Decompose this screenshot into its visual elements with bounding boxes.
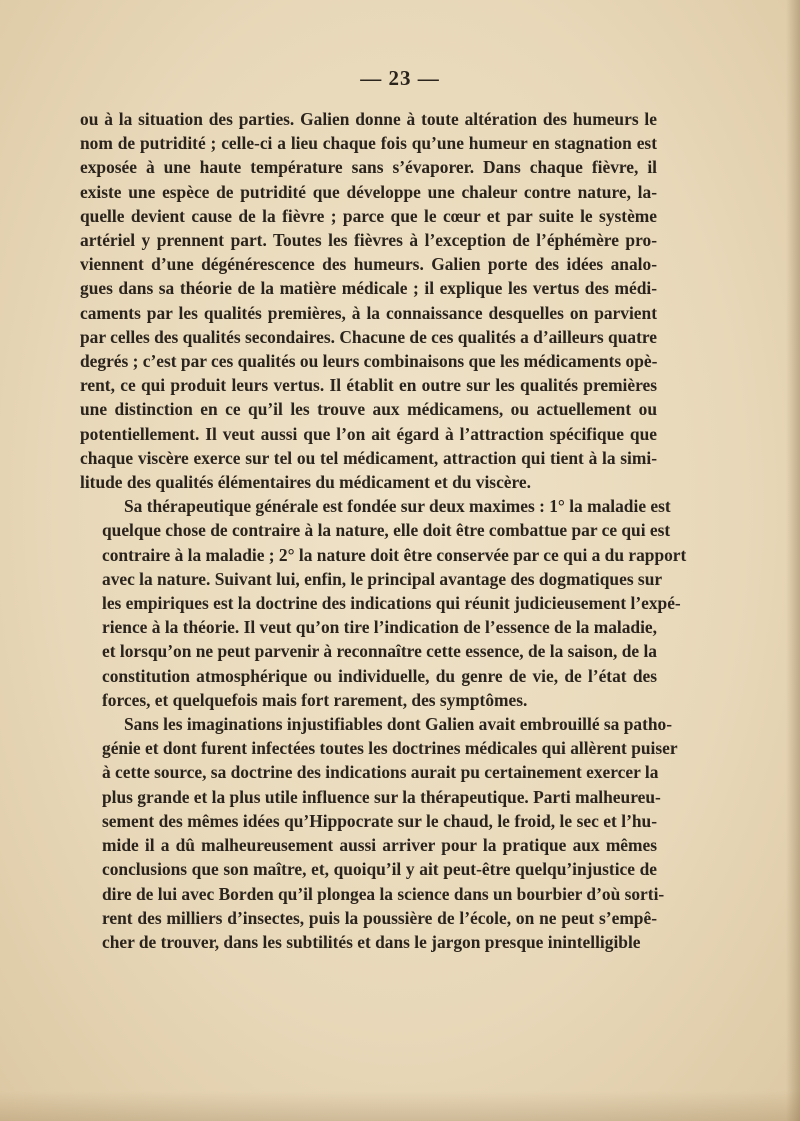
text-line: les empiriques est la doctrine des indications qui réunit judicieusement l’expé- (102, 593, 681, 614)
text-line: ou à la situation des parties. Galien donne à toute altération des humeurs le (80, 109, 657, 129)
text-line: forces, et quelquefois mais fort rarement, des symptômes. (102, 689, 528, 710)
paragraph (80, 494, 687, 712)
text-line: avec la nature. Suivant lui, enfin, le principal avantage des dogmatiques sur (102, 568, 663, 589)
text-line: degrés ; c’est par ces qualités ou leurs combinaisons que les médicaments opè- (80, 351, 658, 372)
text-line: caments par les qualités premières, à la connaissance desquelles on parvient (80, 302, 657, 323)
text-line: gues dans sa théorie de la matière médicale ; il explique les vertus des médi- (80, 278, 657, 299)
text-line: conclusions que son maître, et, quoiqu’il y ait peut-être quelqu’injustice de (102, 859, 657, 880)
text-line: une distinction en ce qu’il les trouve aux médicamens, ou actuellement ou (80, 399, 657, 420)
page-edge-shadow (786, 0, 800, 1121)
text-line: génie et dont furent infectées toutes les doctrines médicales qui allèrent puiser (102, 738, 678, 759)
text-line: cher de trouver, dans les subtilités et dans le jargon presque inintelligible (102, 931, 641, 952)
text-line: et lorsqu’on ne peut parvenir à reconnaître cette essence, de la saison, de la (102, 641, 657, 662)
paragraph (80, 107, 657, 494)
text-line: exposée à une haute température sans s’évaporer. Dans chaque fièvre, il (80, 157, 657, 178)
text-line: contraire à la maladie ; 2° la nature doit être conservée par ce qui a du rapport (102, 544, 687, 565)
text-line: potentiellement. Il veut aussi que l’on ait égard à l’attraction spécifique que (80, 423, 657, 444)
text-line: par celles des qualités secondaires. Chacune de ces qualités a d’ailleurs quatre (80, 326, 657, 347)
text-line: rience à la théorie. Il veut qu’on tire l’indication de l’essence de la maladie, (102, 617, 657, 638)
text-line: litude des qualités élémentaires du médicament et du viscère. (80, 472, 531, 493)
text-line: Sans les imaginations injustifiables dont Galien avait embrouillé sa patho- (124, 714, 673, 735)
text-line: mide il a dû malheureusement aussi arriver pour la pratique aux mêmes (102, 835, 657, 856)
text-line: plus grande et la plus utile influence sur la thérapeutique. Parti malheureu- (102, 786, 661, 807)
paragraph (80, 712, 678, 954)
text-line: à cette source, sa doctrine des indications aurait pu certainement exercer la (102, 762, 659, 783)
text-line: quelle devient cause de la fièvre ; parce que le cœur et par suite le système (80, 205, 657, 226)
text-line: rent des milliers d’insectes, puis la poussière de l’école, on ne peut s’empê- (102, 907, 657, 928)
text-line: chaque viscère exerce sur tel ou tel médicament, attraction qui tient à la simi- (80, 447, 657, 468)
text-line: existe une espèce de putridité que développe une chaleur contre nature, la- (80, 181, 657, 202)
text-line: artériel y prennent part. Toutes les fièvres à l’exception de l’éphémère pro- (80, 230, 657, 251)
text-line: quelque chose de contraire à la nature, elle doit être combattue par ce qui est (102, 520, 671, 541)
text-line: rent, ce qui produit leurs vertus. Il établit en outre sur les qualités premières (80, 375, 657, 396)
text-line: constitution atmosphérique ou individuelle, du genre de vie, de l’état des (102, 665, 657, 686)
text-line: sement des mêmes idées qu’Hippocrate sur le chaud, le froid, le sec et l’hu- (102, 810, 657, 831)
text-line: nom de putridité ; celle-ci a lieu chaque fois qu’une humeur en stagnation est (80, 133, 657, 154)
text-line: viennent d’une dégénérescence des humeurs. Galien porte des idées analo- (80, 254, 657, 275)
body-text (80, 107, 687, 954)
page-bottom-shadow (0, 1091, 800, 1121)
page-number: — 23 — (360, 66, 440, 90)
text-line: Sa thérapeutique générale est fondée sur deux maximes : 1° la maladie est (124, 496, 671, 517)
text-line: dire de lui avec Borden qu’il plongea la science dans un bourbier d’où sorti- (102, 883, 665, 904)
